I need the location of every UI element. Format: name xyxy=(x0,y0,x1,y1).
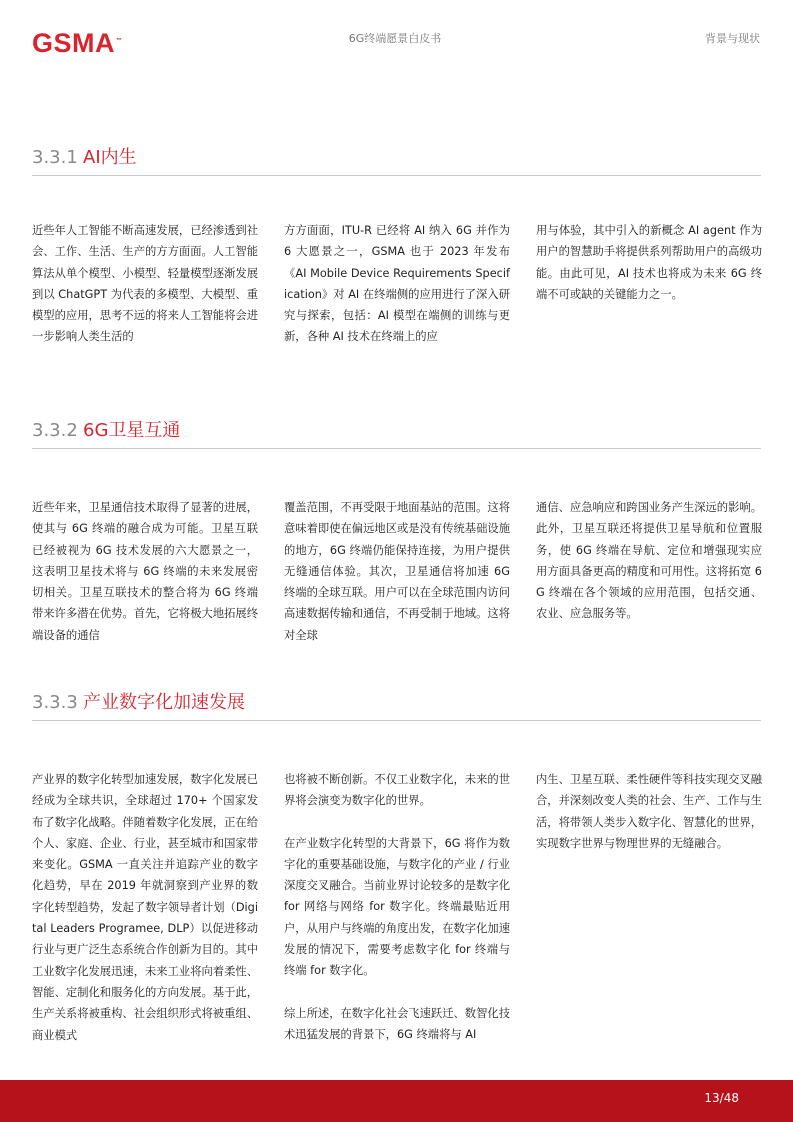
section-heading-3-3-2 xyxy=(32,418,761,449)
text-column-1 xyxy=(32,497,258,646)
section-heading-3-3-3 xyxy=(32,690,761,721)
text-column-2 xyxy=(284,769,510,1045)
paragraph: 近些年来，卫星通信技术取得了显著的进展，使其与 6G 终端的融合成为可能。卫星互联已经被视为 6G 技术发展的六大愿景之一，这表明卫星技术将与 6G 终端的未来发展密切相关。卫星互联技术的整合将为 6G 终端带来许多潜在优势。首先，它将极大地拓展终端设备的通信 xyxy=(32,501,258,642)
paragraph: 通信、应急响应和跨国业务产生深远的影响。此外，卫星互联还将提供卫星导航和位置服务，使 6G 终端在导航、定位和增强现实应用方面具备更高的精度和可用性。这将拓宽 6G 终端在各个领域的应用范围，包括交通、农业、应急服务等。 xyxy=(536,501,762,621)
paragraph: 也将被不断创新。不仅工业数字化，未来的世界将会演变为数字化的世界。 xyxy=(284,773,510,808)
section-number: 3.3.2 xyxy=(32,420,78,441)
text-column-1 xyxy=(32,220,258,348)
paragraph: 近些年人工智能不断高速发展，已经渗透到社会、工作、生活、生产的方方面面。人工智能算法从单个模型、小模型、轻量模型逐渐发展到以 ChatGPT 为代表的多模型、大模型、重模型的应用，思考不远的将来人工智能将会进一步影响人类生活的 xyxy=(32,224,258,344)
section-number: 3.3.3 xyxy=(32,692,78,713)
page-header xyxy=(0,0,793,70)
text-column-3 xyxy=(536,769,762,854)
paragraph: 产业界的数字化转型加速发展，数字化发展已经成为全球共识，全球超过 170+ 个国家发布了数字化战略。伴随着数字化发展，正在给个人、家庭、企业、行业，甚至城市和国家带来变化。GSMA 一直关注并追踪产业的数字化趋势，早在 2019 年就洞察到产业界的数字化转型趋势，发起了数字领导者计划（Digital Leaders Programee, DLP）以促进移动行业与更广泛生态系统合作创新为目的。其中工业数字化发展迅速，未来工业将向着柔性、智能、定制化和服务化的方向发展。基于此，生产关系将被重构、社会组织形式将被重组、商业模式 xyxy=(32,773,258,1042)
gsma-logo xyxy=(32,29,123,57)
logo-text: GSMA xyxy=(32,28,115,58)
text-column-3 xyxy=(536,497,762,625)
section-title: 6G卫星互通 xyxy=(83,420,181,441)
paragraph: 内生、卫星互联、柔性硬件等科技实现交叉融合，并深刻改变人类的社会、生产、工作与生活，将带领人类步入数字化、智慧化的世界，实现数字世界与物理世界的无缝融合。 xyxy=(536,773,762,850)
paragraph: 方方面面，ITU-R 已经将 AI 纳入 6G 并作为 6 大愿景之一，GSMA 也于 2023 年发布《AI Mobile Device Requirements Specification》对 AI 在终端侧的应用进行了深入研究与探索，包括：AI 模型在端侧的训练与更新，各种 AI 技术在终端上的应 xyxy=(284,224,510,344)
logo-trademark: ™ xyxy=(116,38,123,44)
text-column-2 xyxy=(284,497,510,646)
document-title: 6G终端愿景白皮书 xyxy=(348,32,442,45)
section-heading-3-3-1 xyxy=(32,145,761,176)
paragraph: 在产业数字化转型的大背景下，6G 将作为数字化的重要基础设施，与数字化的产业 / 行业深度交叉融合。当前业界讨论较多的是数字化 for 网络与网络 for 数字化。终端最贴近用户，从用户与终端的角度出发，在数字化加速发展的情况下，需要考虑数字化 for 终端与终端 for 数字化。 xyxy=(284,836,510,978)
chapter-title: 背景与现状 xyxy=(705,32,760,45)
text-column-2 xyxy=(284,220,510,348)
section-title: AI内生 xyxy=(83,147,137,168)
page-number: 13/48 xyxy=(704,1091,739,1105)
paragraph: 综上所述，在数字化社会飞速跃迁、数智化技术迅猛发展的背景下，6G 终端将与 AI xyxy=(284,1006,510,1041)
section-number: 3.3.1 xyxy=(32,147,78,168)
paragraph: 覆盖范围，不再受限于地面基站的范围。这将意味着即使在偏远地区或是没有传统基础设施的地方，6G 终端仍能保持连接，为用户提供无缝通信体验。其次，卫星通信将加速 6G 终端的全球互联。用户可以在全球范围内访问高速数据传输和通信，不再受制于地域。这将对全球 xyxy=(284,501,510,642)
section-title: 产业数字化加速发展 xyxy=(83,692,245,713)
text-column-3 xyxy=(536,220,762,305)
paragraph: 用与体验，其中引入的新概念 AI agent 作为用户的智慧助手将提供系列帮助用户的高级功能。由此可见，AI 技术也将成为未来 6G 终端不可或缺的关键能力之一。 xyxy=(536,224,762,301)
page-footer xyxy=(0,1080,793,1122)
text-column-1 xyxy=(32,769,258,1046)
